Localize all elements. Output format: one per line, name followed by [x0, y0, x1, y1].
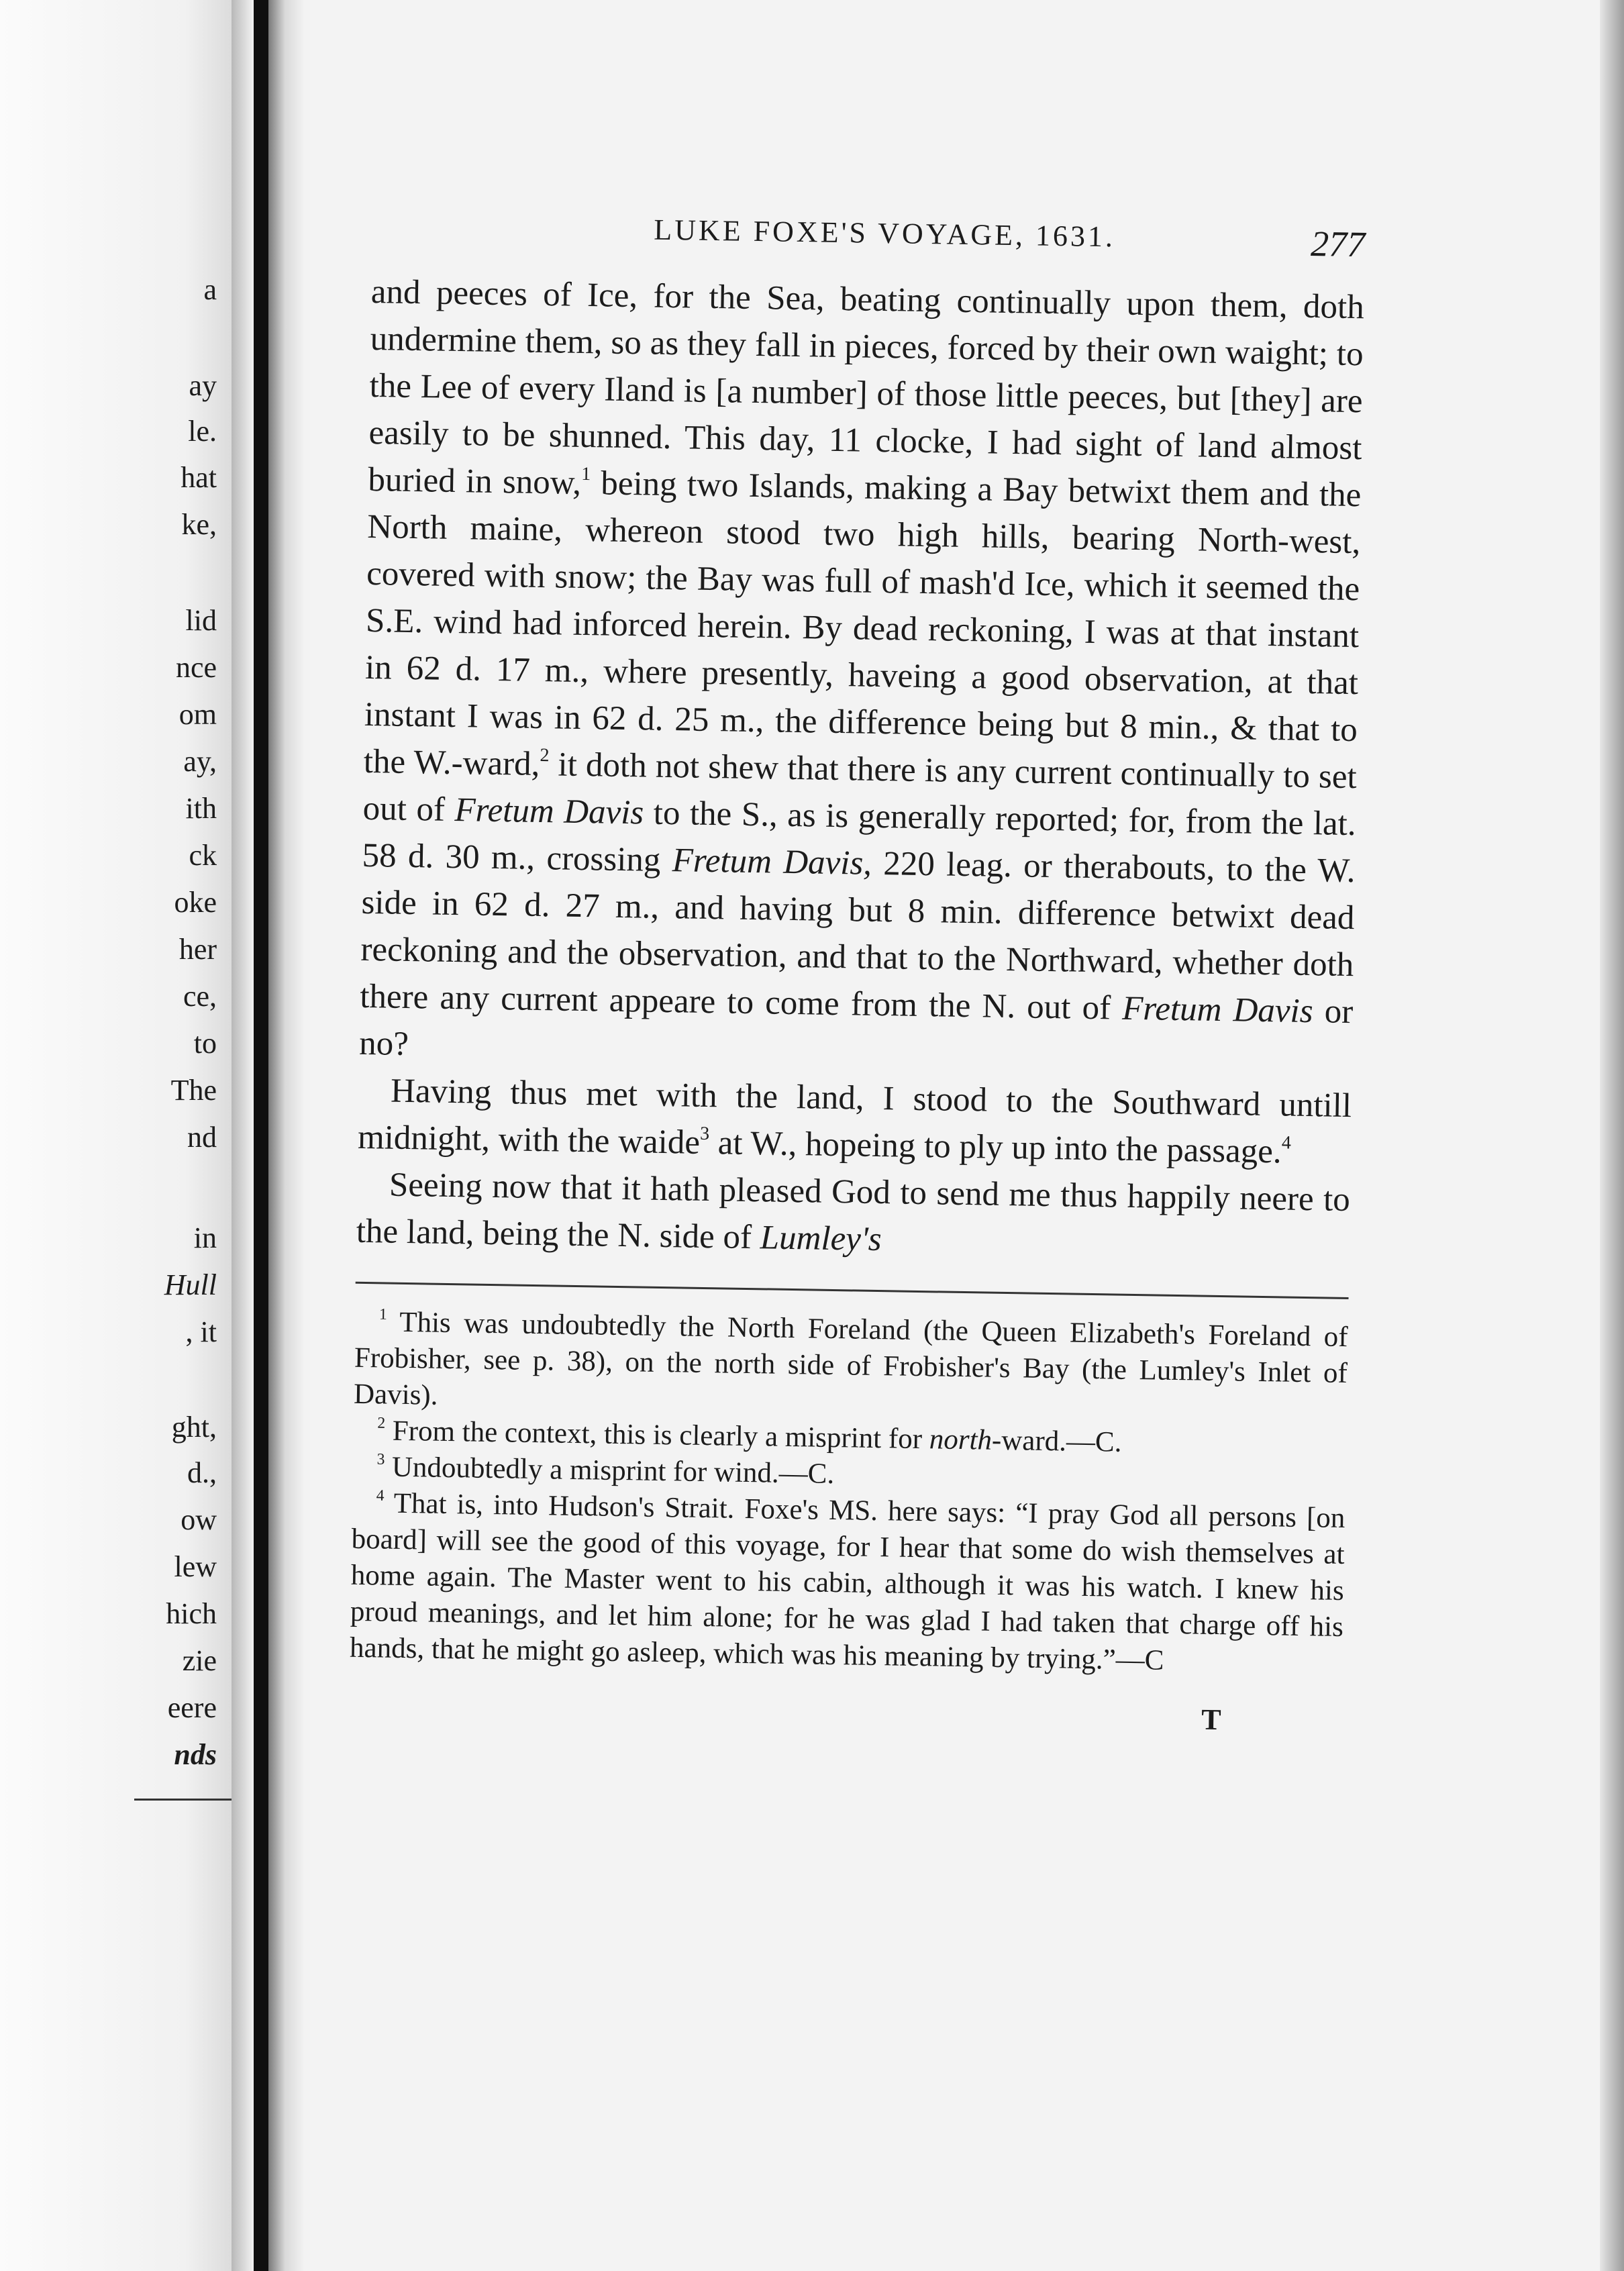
left-fragment: a: [203, 273, 217, 306]
footnote-text: This was undoubtedly the North Foreland (the Queen Elizabeth's Foreland of Frobisher, see p. 38), on the north side of Frobisher's Bay (the Lumley's Inlet of Davis).: [353, 1306, 1348, 1411]
left-fragment: zie: [182, 1644, 217, 1677]
running-title: LUKE FOXE'S VOYAGE, 1631.: [654, 213, 1116, 254]
footnote-ref-4: 4: [1281, 1132, 1292, 1154]
book-page: [305, 0, 1624, 2271]
footnote-ref-2: 2: [540, 744, 550, 766]
footnotes: [350, 1304, 1348, 1682]
left-fragment: d.,: [187, 1456, 217, 1489]
footnote-rule: [356, 1282, 1349, 1299]
left-fragment: nce: [175, 651, 217, 684]
left-fragment: The: [170, 1074, 217, 1107]
left-fragment: nds: [174, 1738, 217, 1771]
footnote-mark: 3: [376, 1450, 385, 1468]
footnote-mark: 4: [376, 1486, 385, 1505]
left-fragment: in: [193, 1221, 217, 1254]
italic-place-name: Fretum Davis: [454, 791, 644, 832]
left-fragment: ith: [185, 792, 217, 825]
text-run: 220 leag. or therabouts, to the W. side in 62 d. 27 m., and having but 8 min. difference betwixt dead reckoning and the observation, and that to the Northward, whether doth there any current appeare to come from the N. out of: [359, 844, 1356, 1027]
text-run: being two Islands, making a Bay betwixt them and the North maine, whereon stood two high hills, bearing North-west, covered with snow; the Bay was full of mash'd Ice, which it seemed the S.E. wind had inforced herein. By dead reckoning, I was at that instant in 62 d. 17 m., where presently, haveing a good observation, at that instant I was in 62 d. 25 m., the difference being but 8 min., & that to the W.-ward,: [363, 464, 1362, 784]
footnote-italic: north: [929, 1423, 993, 1456]
paragraph-2: [358, 1067, 1352, 1176]
facing-page-fragment: [0, 0, 232, 2271]
footnote-ref-3: 3: [699, 1123, 710, 1145]
gutter-shadow: [268, 0, 305, 2271]
left-fragment: ce,: [183, 980, 217, 1013]
left-fragment: to: [193, 1027, 217, 1060]
left-fragment: nd: [187, 1121, 217, 1154]
footnote-text: From the context, this is clearly a misprint for: [385, 1415, 930, 1456]
left-fragment: le.: [188, 415, 217, 448]
page-number: 277: [1310, 223, 1366, 265]
left-fragment: oke: [174, 886, 217, 919]
footnote-4: [350, 1485, 1346, 1682]
left-fragment: ke,: [181, 508, 217, 541]
left-fragment: , it: [185, 1315, 217, 1348]
left-fragment: ow: [181, 1503, 217, 1536]
page-content: [348, 201, 1365, 1739]
page-edge: [1600, 0, 1624, 2271]
left-fragment: ay,: [183, 745, 217, 778]
left-fragment: eere: [167, 1691, 217, 1724]
left-fragment: hich: [166, 1597, 217, 1630]
signature-mark: T: [1201, 1703, 1222, 1737]
text-run: to the S., as is generally reported; for, from the lat. 58 d. 30 m., crossing: [362, 794, 1357, 880]
left-fragment: om: [179, 698, 217, 731]
footnote-1: [354, 1304, 1348, 1428]
text-run: at W., hopeing to ply up into the passage.: [709, 1124, 1282, 1171]
footnote-ref-1: 1: [581, 463, 591, 485]
left-fragment: Hull: [164, 1268, 217, 1301]
body-text: [356, 268, 1364, 1270]
left-footnote-rule: [134, 1799, 232, 1801]
left-fragment: her: [179, 933, 217, 966]
footnote-mark: 2: [377, 1414, 386, 1432]
italic-place-name: Fretum Davis: [1121, 989, 1314, 1031]
text-run: it doth not shew that there is any current continually to set out of: [362, 746, 1358, 829]
footnote-text: That is, into Hudson's Strait. Foxe's MS. here says: “I pray God all persons [on board] will see the good of this voyage, for I hear that some do wish themselves at home again. The Master went to his cabin, although it was his watch. I knew his proud meanings, and let him alone; for he was glad I had taken that charge off his hands, that he might go asleep, which was his meaning by trying.”—C: [349, 1487, 1346, 1676]
left-fragment: hat: [181, 461, 217, 494]
book-spine: [254, 0, 268, 2271]
footnote-text: Undoubtedly a misprint for wind.—C.: [384, 1451, 835, 1491]
left-fragment: ght,: [171, 1411, 217, 1444]
left-fragment: lew: [174, 1550, 217, 1583]
left-fragment: lid: [185, 604, 217, 637]
paragraph-1: [359, 268, 1365, 1082]
left-fragment: ay: [189, 369, 217, 402]
text-run: and peeces of Ice, for the Sea, beating continually upon them, doth undermine them, so as they fall in pieces, forced by their own waight; to the Lee of every Iland is [a number] of those little peeces, but [they] are easily to be shunned. This day, 11 clocke, I had sight of land almost buried in snow,: [368, 272, 1365, 502]
left-fragment: ck: [189, 839, 217, 872]
text-run: Having thus met with the land, I stood to the Southward untill midnight, with the waide: [357, 1072, 1352, 1162]
text-run: or no?: [358, 993, 1354, 1063]
italic-place-name: Lumley's: [760, 1219, 882, 1259]
paragraph-3: [356, 1161, 1350, 1270]
text-run: Seeing now that it hath pleased God to send me thus happily neere to the land, being the N. side of: [356, 1166, 1351, 1257]
italic-place-name: Fretum Davis,: [672, 842, 872, 882]
footnote-mark: 1: [378, 1305, 387, 1323]
footnote-text: -ward.—C.: [991, 1424, 1122, 1458]
